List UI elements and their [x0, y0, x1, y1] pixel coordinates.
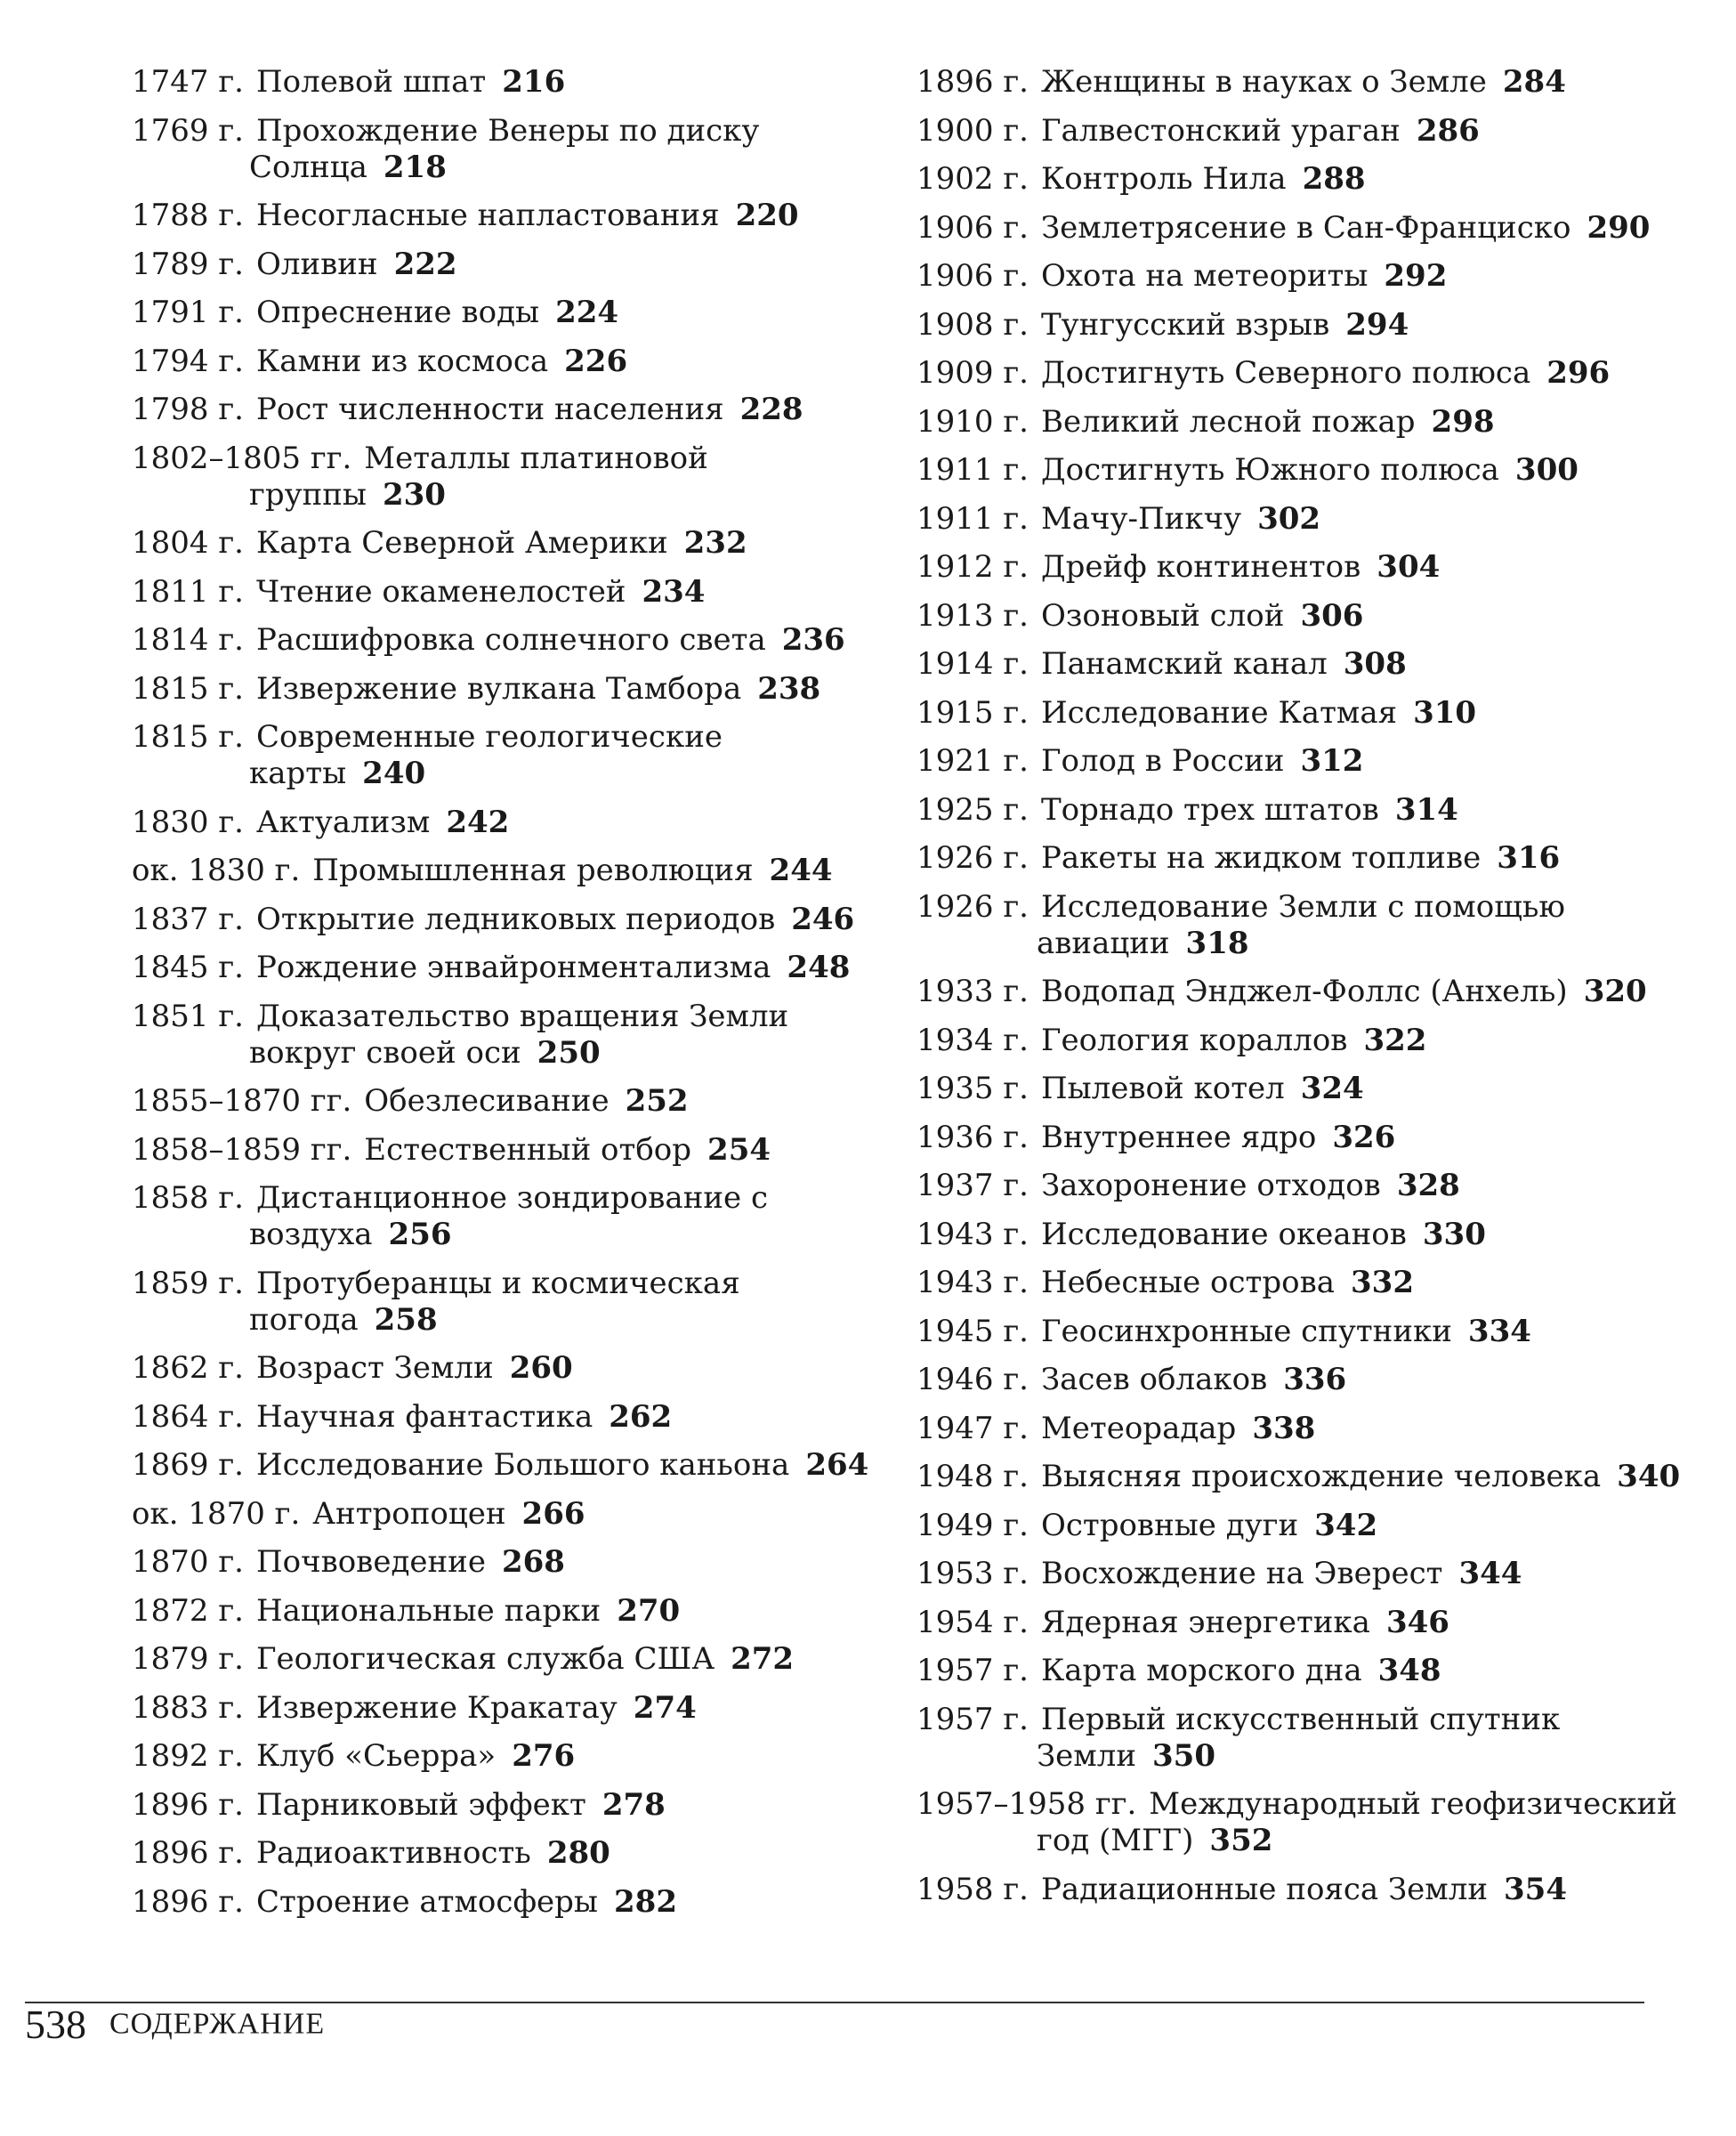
toc-entry [916, 1605, 1717, 1641]
toc-entry [132, 902, 897, 938]
toc-entry [916, 501, 1717, 538]
entry-page-number: 266 [521, 1495, 585, 1532]
entry-title: Доказательство вращения Земли вокруг своей оси [249, 998, 789, 1071]
entry-page-number: 344 [1458, 1556, 1522, 1591]
toc-entry [916, 1872, 1717, 1908]
toc-entry [916, 452, 1717, 489]
entry-title: Клуб «Сьерра» [255, 1738, 497, 1774]
toc-entry [132, 1180, 897, 1253]
toc-entry [916, 1786, 1717, 1859]
entry-page-number: 288 [1302, 161, 1366, 197]
entry-page-number: 312 [1300, 743, 1364, 779]
entry-year: 1921 г. [916, 743, 1029, 779]
entry-title: Рождение энвайронментализма [255, 950, 771, 985]
entry-year: 1789 г. [132, 246, 244, 282]
toc-entry [916, 210, 1717, 247]
toc-entry [132, 853, 897, 889]
toc-entry [132, 247, 897, 283]
entry-title: Тунгусский взрыв [1040, 306, 1330, 343]
entry-year: 1953 г. [916, 1556, 1029, 1591]
entry-page-number: 272 [731, 1641, 795, 1677]
entry-year: 1879 г. [132, 1641, 244, 1677]
toc-entry [132, 574, 897, 611]
entry-year: 1957 г. [916, 1701, 1029, 1737]
entry-year: 1906 г. [916, 209, 1029, 246]
entry-year: 1926 г. [916, 888, 1029, 925]
entry-year: 1900 г. [916, 112, 1029, 149]
entry-page-number: 270 [617, 1592, 681, 1629]
entry-title: Расшифровка солнечного света [255, 622, 766, 658]
page-footer [25, 2001, 325, 2048]
entry-page-number: 294 [1345, 306, 1409, 343]
toc-entry [916, 1653, 1717, 1689]
toc-entry [916, 974, 1717, 1010]
entry-title: Строение атмосферы [255, 1883, 598, 1920]
toc-entry [916, 404, 1717, 441]
entry-page-number: 298 [1431, 403, 1495, 440]
entry-title: Исследование Большого каньона [255, 1447, 790, 1483]
entry-year: 1896 г. [916, 64, 1029, 100]
entry-year: 1794 г. [132, 343, 244, 379]
entry-page-number: 246 [791, 901, 855, 937]
toc-entry [132, 1593, 897, 1630]
toc-entry [132, 671, 897, 708]
toc-entry [132, 1266, 897, 1339]
entry-page-number: 256 [388, 1217, 452, 1252]
entry-year: 1858–1859 гг. [132, 1131, 352, 1168]
entry-title: Промышленная революция [312, 853, 754, 888]
entry-year: 1870 г. [132, 1544, 244, 1580]
entry-title: Ракеты на жидком топливе [1040, 840, 1482, 876]
entry-year: 1896 г. [132, 1786, 244, 1823]
entry-page-number: 342 [1314, 1507, 1378, 1543]
entry-page-number: 346 [1385, 1604, 1449, 1640]
toc-entry [132, 999, 897, 1072]
toc-entry [916, 1120, 1717, 1156]
entry-title: Геология кораллов [1040, 1022, 1348, 1058]
entry-year: 1747 г. [132, 64, 244, 100]
entry-page-number: 296 [1546, 355, 1611, 391]
entry-title: Опреснение воды [255, 295, 540, 330]
toc-entry [132, 1496, 897, 1533]
toc-entry [132, 1083, 897, 1120]
toc-entry [132, 1641, 897, 1678]
toc-column-left [132, 64, 897, 1932]
entry-title: Извержение вулкана Тамбора [255, 670, 742, 707]
entry-title: Открытие ледниковых периодов [255, 901, 776, 937]
entry-title: Естественный отбор [364, 1131, 692, 1168]
toc-entry [916, 695, 1717, 732]
entry-page-number: 236 [781, 622, 845, 658]
entry-year: 1798 г. [132, 392, 244, 427]
toc-entry [916, 1411, 1717, 1447]
toc-entry [132, 344, 897, 380]
entry-year: 1937 г. [916, 1168, 1029, 1203]
entry-title: Метеорадар [1040, 1410, 1237, 1446]
toc-entry [916, 64, 1717, 101]
entry-title: Чтение окаменелостей [255, 573, 626, 610]
toc-entry [916, 1168, 1717, 1204]
toc-entry [132, 392, 897, 428]
toc-entry [916, 1265, 1717, 1301]
toc-entry [132, 1787, 897, 1824]
entry-year: 1896 г. [132, 1883, 244, 1920]
toc-entry [916, 840, 1717, 877]
toc-entry [916, 1459, 1717, 1495]
entry-page-number: 254 [707, 1131, 771, 1168]
entry-title: Мачу-Пикчу [1040, 500, 1242, 537]
entry-page-number: 338 [1252, 1410, 1316, 1446]
entry-page-number: 228 [739, 392, 803, 427]
entry-title: Почвоведение [255, 1544, 486, 1580]
entry-page-number: 282 [614, 1883, 677, 1920]
entry-page-number: 230 [382, 476, 446, 513]
entry-page-number: 264 [805, 1447, 869, 1483]
entry-year: 1851 г. [132, 998, 244, 1034]
entry-page-number: 326 [1332, 1119, 1396, 1155]
entry-year: 1862 г. [132, 1350, 244, 1386]
entry-year: 1802–1805 гг. [132, 440, 352, 476]
entry-page-number: 242 [446, 804, 510, 840]
entry-page-number: 332 [1351, 1265, 1414, 1300]
entry-page-number: 308 [1343, 646, 1407, 682]
entry-page-number: 250 [537, 1034, 601, 1071]
entry-title: Внутреннее ядро [1040, 1119, 1317, 1155]
entry-year: 1864 г. [132, 1398, 244, 1435]
entry-year: 1957–1958 гг. [916, 1786, 1137, 1822]
toc-entry [916, 1217, 1717, 1253]
page-number: 538 [25, 2002, 86, 2047]
entry-title: Парниковый эффект [255, 1786, 586, 1823]
toc-entry [132, 1399, 897, 1436]
entry-page-number: 226 [564, 343, 628, 379]
entry-title: Полевой шпат [255, 64, 487, 100]
toc-entry [132, 1690, 897, 1727]
entry-page-number: 218 [383, 149, 447, 185]
toc-entry [916, 258, 1717, 295]
entry-page-number: 328 [1396, 1168, 1460, 1203]
toc-entry [916, 307, 1717, 344]
entry-title: Небесные острова [1040, 1265, 1335, 1300]
toc-entry [132, 295, 897, 331]
entry-page-number: 234 [642, 573, 706, 610]
entry-title: Пылевой котел [1040, 1071, 1285, 1106]
entry-page-number: 286 [1416, 112, 1480, 149]
entry-page-number: 268 [501, 1544, 565, 1580]
toc-entry [916, 1362, 1717, 1398]
entry-year: 1913 г. [916, 597, 1029, 634]
entry-year: 1911 г. [916, 500, 1029, 537]
toc-entry [132, 64, 897, 101]
entry-title: Голод в России [1040, 743, 1285, 779]
entry-page-number: 248 [787, 950, 851, 985]
toc-entry [916, 598, 1717, 635]
toc-entry [916, 1508, 1717, 1544]
entry-page-number: 220 [735, 198, 799, 233]
entry-page-number: 354 [1504, 1871, 1567, 1907]
entry-page-number: 300 [1514, 452, 1579, 488]
entry-year: 1914 г. [916, 646, 1029, 682]
entry-title: Захоронение отходов [1040, 1168, 1381, 1203]
entry-title: Землетрясение в Сан-Франциско [1040, 209, 1571, 246]
entry-year: ок. 1830 г. [132, 853, 301, 888]
entry-title: Международный геофизический год (МГГ) [1037, 1786, 1677, 1858]
entry-year: 1949 г. [916, 1507, 1029, 1543]
entry-title: Карта Северной Америки [255, 525, 668, 561]
entry-year: 1804 г. [132, 525, 244, 561]
entry-year: 1948 г. [916, 1459, 1029, 1494]
entry-title: Обезлесивание [364, 1083, 610, 1119]
entry-year: 1911 г. [916, 452, 1029, 488]
entry-title: Радиационные пояса Земли [1040, 1871, 1488, 1907]
toc-entry [132, 1884, 897, 1921]
entry-year: 1943 г. [916, 1216, 1029, 1252]
entry-title: Засев облаков [1040, 1362, 1268, 1397]
entry-title: Охота на метеориты [1040, 258, 1369, 294]
toc-entry [916, 646, 1717, 683]
entry-year: 1957 г. [916, 1653, 1029, 1688]
entry-page-number: 302 [1257, 500, 1321, 537]
entry-year: 1954 г. [916, 1604, 1029, 1640]
entry-title: Радиоактивность [255, 1835, 531, 1871]
toc-entry [132, 719, 897, 792]
entry-title: Карта морского дна [1040, 1653, 1362, 1688]
toc-entry [132, 113, 897, 186]
entry-year: 1896 г. [132, 1835, 244, 1871]
toc-entry [132, 1544, 897, 1581]
entry-year: 1926 г. [916, 840, 1029, 876]
entry-year: 1815 г. [132, 719, 244, 755]
entry-title: Научная фантастика [255, 1398, 593, 1435]
entry-title: Выясняя происхождение человека [1040, 1459, 1602, 1494]
entry-year: 1892 г. [132, 1738, 244, 1774]
entry-page-number: 274 [633, 1689, 697, 1726]
entry-year: 1945 г. [916, 1313, 1029, 1349]
entry-page-number: 276 [512, 1738, 576, 1774]
entry-page-number: 222 [393, 246, 457, 282]
entry-title: Несогласные напластования [255, 198, 720, 233]
entry-year: 1934 г. [916, 1022, 1029, 1058]
entry-year: 1815 г. [132, 670, 244, 707]
entry-year: 1946 г. [916, 1362, 1029, 1397]
entry-title: Антропоцен [312, 1495, 506, 1532]
toc-entry [132, 622, 897, 659]
entry-title: Извержение Кракатау [255, 1689, 618, 1726]
entry-year: 1791 г. [132, 295, 244, 330]
entry-year: 1909 г. [916, 355, 1029, 391]
entry-page-number: 290 [1587, 209, 1651, 246]
entry-year: 1811 г. [132, 573, 244, 610]
entry-title: Дрейф континентов [1040, 549, 1361, 585]
entry-page-number: 324 [1300, 1071, 1364, 1106]
toc-column-right [916, 64, 1717, 1920]
toc-entry [916, 113, 1717, 150]
toc-entry [916, 1314, 1717, 1350]
toc-entry [132, 950, 897, 986]
entry-title: Озоновый слой [1040, 597, 1285, 634]
entry-year: 1872 г. [132, 1592, 244, 1629]
entry-year: 1933 г. [916, 974, 1029, 1009]
entry-year: 1769 г. [132, 112, 244, 149]
entry-title: Контроль Нила [1040, 161, 1287, 197]
entry-title: Первый искусственный спутник Земли [1037, 1701, 1561, 1774]
toc-entry [132, 1447, 897, 1484]
entry-year: 1869 г. [132, 1447, 244, 1483]
entry-title: Национальные парки [255, 1592, 602, 1629]
entry-page-number: 334 [1467, 1313, 1531, 1349]
entry-title: Восхождение на Эверест [1040, 1556, 1443, 1591]
entry-year: 1912 г. [916, 549, 1029, 585]
entry-year: 1947 г. [916, 1410, 1029, 1446]
toc-entry [132, 1132, 897, 1169]
entry-year: 1859 г. [132, 1265, 244, 1301]
entry-page-number: 352 [1209, 1823, 1273, 1858]
toc-entry [916, 1071, 1717, 1107]
entry-page-number: 240 [362, 756, 426, 791]
entry-title: Актуализм [255, 804, 431, 840]
entry-title: Геосинхронные спутники [1040, 1313, 1452, 1349]
entry-page-number: 306 [1300, 597, 1364, 634]
entry-year: 1908 г. [916, 306, 1029, 343]
toc-entry [132, 1350, 897, 1387]
entry-year: 1906 г. [916, 258, 1029, 294]
entry-page-number: 260 [509, 1350, 573, 1386]
entry-year: 1936 г. [916, 1119, 1029, 1155]
entry-year: 1935 г. [916, 1071, 1029, 1106]
entry-page-number: 252 [625, 1083, 689, 1119]
toc-entry [916, 1023, 1717, 1059]
toc-entry [916, 1556, 1717, 1592]
entry-title: Исследование Земли с помощью авиации [1037, 888, 1565, 961]
entry-year: 1814 г. [132, 622, 244, 658]
entry-title: Геологическая служба США [255, 1641, 715, 1677]
entry-year: 1925 г. [916, 791, 1029, 828]
entry-title: Оливин [255, 246, 378, 282]
entry-page-number: 280 [546, 1835, 610, 1871]
toc-entry [916, 792, 1717, 829]
entry-page-number: 350 [1152, 1737, 1215, 1774]
toc-entry [916, 355, 1717, 392]
entry-year: 1858 г. [132, 1180, 244, 1216]
entry-page-number: 330 [1422, 1216, 1486, 1252]
entry-page-number: 322 [1363, 1022, 1427, 1058]
entry-page-number: 244 [769, 853, 833, 888]
entry-page-number: 232 [683, 525, 747, 561]
entry-title: Возраст Земли [255, 1350, 494, 1386]
entry-title: Островные дуги [1040, 1507, 1299, 1543]
entry-page-number: 336 [1283, 1362, 1347, 1397]
entry-title: Дистанционное зондирование с воздуха [249, 1180, 768, 1252]
entry-page-number: 262 [609, 1398, 673, 1435]
entry-year: 1845 г. [132, 950, 244, 985]
entry-page-number: 314 [1394, 791, 1458, 828]
entry-page-number: 340 [1617, 1459, 1681, 1494]
entry-page-number: 316 [1497, 840, 1561, 876]
entry-title: Женщины в науках о Земле [1040, 64, 1487, 100]
entry-title: Великий лесной пожар [1040, 403, 1416, 440]
toc-entry [132, 1738, 897, 1775]
toc-entry [916, 889, 1717, 962]
toc-entry [132, 198, 897, 234]
toc-entry [132, 441, 897, 514]
entry-title: Водопад Энджел-Фоллс (Анхель) [1040, 974, 1568, 1009]
entry-title: Панамский канал [1040, 646, 1328, 682]
toc-entry [916, 549, 1717, 586]
entry-year: 1837 г. [132, 901, 244, 937]
section-title: СОДЕРЖАНИЕ [109, 2007, 326, 2041]
entry-page-number: 292 [1384, 258, 1448, 294]
entry-title: Рост численности населения [255, 392, 724, 427]
entry-title: Камни из космоса [255, 343, 549, 379]
entry-title: Исследование Катмая [1040, 694, 1398, 731]
entry-page-number: 320 [1583, 974, 1647, 1009]
entry-title: Прохождение Венеры по диску Солнца [249, 112, 760, 185]
entry-year: 1910 г. [916, 403, 1029, 440]
entry-title: Протуберанцы и космическая погода [249, 1265, 740, 1338]
entry-title: Современные геологические карты [249, 719, 723, 791]
entry-page-number: 238 [757, 670, 821, 707]
entry-year: 1902 г. [916, 161, 1029, 197]
entry-page-number: 310 [1413, 694, 1477, 731]
entry-page-number: 216 [502, 64, 566, 100]
toc-entry [916, 1702, 1717, 1775]
entry-title: Торнадо трех штатов [1040, 791, 1379, 828]
entry-year: 1830 г. [132, 804, 244, 840]
entry-year: 1855–1870 гг. [132, 1083, 352, 1119]
entry-page-number: 318 [1185, 925, 1249, 961]
entry-title: Галвестонский ураган [1040, 112, 1401, 149]
entry-title: Достигнуть Северного полюса [1040, 355, 1531, 391]
entry-year: 1915 г. [916, 694, 1029, 731]
entry-page-number: 348 [1377, 1653, 1441, 1688]
entry-title: Исследование океанов [1040, 1216, 1407, 1252]
entry-year: ок. 1870 г. [132, 1495, 301, 1532]
entry-title: Достигнуть Южного полюса [1040, 452, 1499, 488]
entry-page-number: 258 [374, 1301, 438, 1338]
entry-year: 1943 г. [916, 1265, 1029, 1300]
entry-page-number: 304 [1377, 549, 1441, 585]
entry-page-number: 284 [1502, 64, 1566, 100]
entry-year: 1788 г. [132, 198, 244, 233]
entry-title: Металлы платиновой группы [249, 440, 708, 513]
entry-year: 1958 г. [916, 1871, 1029, 1907]
toc-entry [916, 743, 1717, 780]
entry-title: Ядерная энергетика [1040, 1604, 1370, 1640]
entry-page-number: 278 [602, 1786, 666, 1823]
entry-page-number: 224 [555, 295, 619, 330]
toc-entry [132, 1835, 897, 1872]
entry-year: 1883 г. [132, 1689, 244, 1726]
toc-entry [132, 525, 897, 562]
toc-entry [916, 161, 1717, 198]
toc-entry [132, 805, 897, 841]
